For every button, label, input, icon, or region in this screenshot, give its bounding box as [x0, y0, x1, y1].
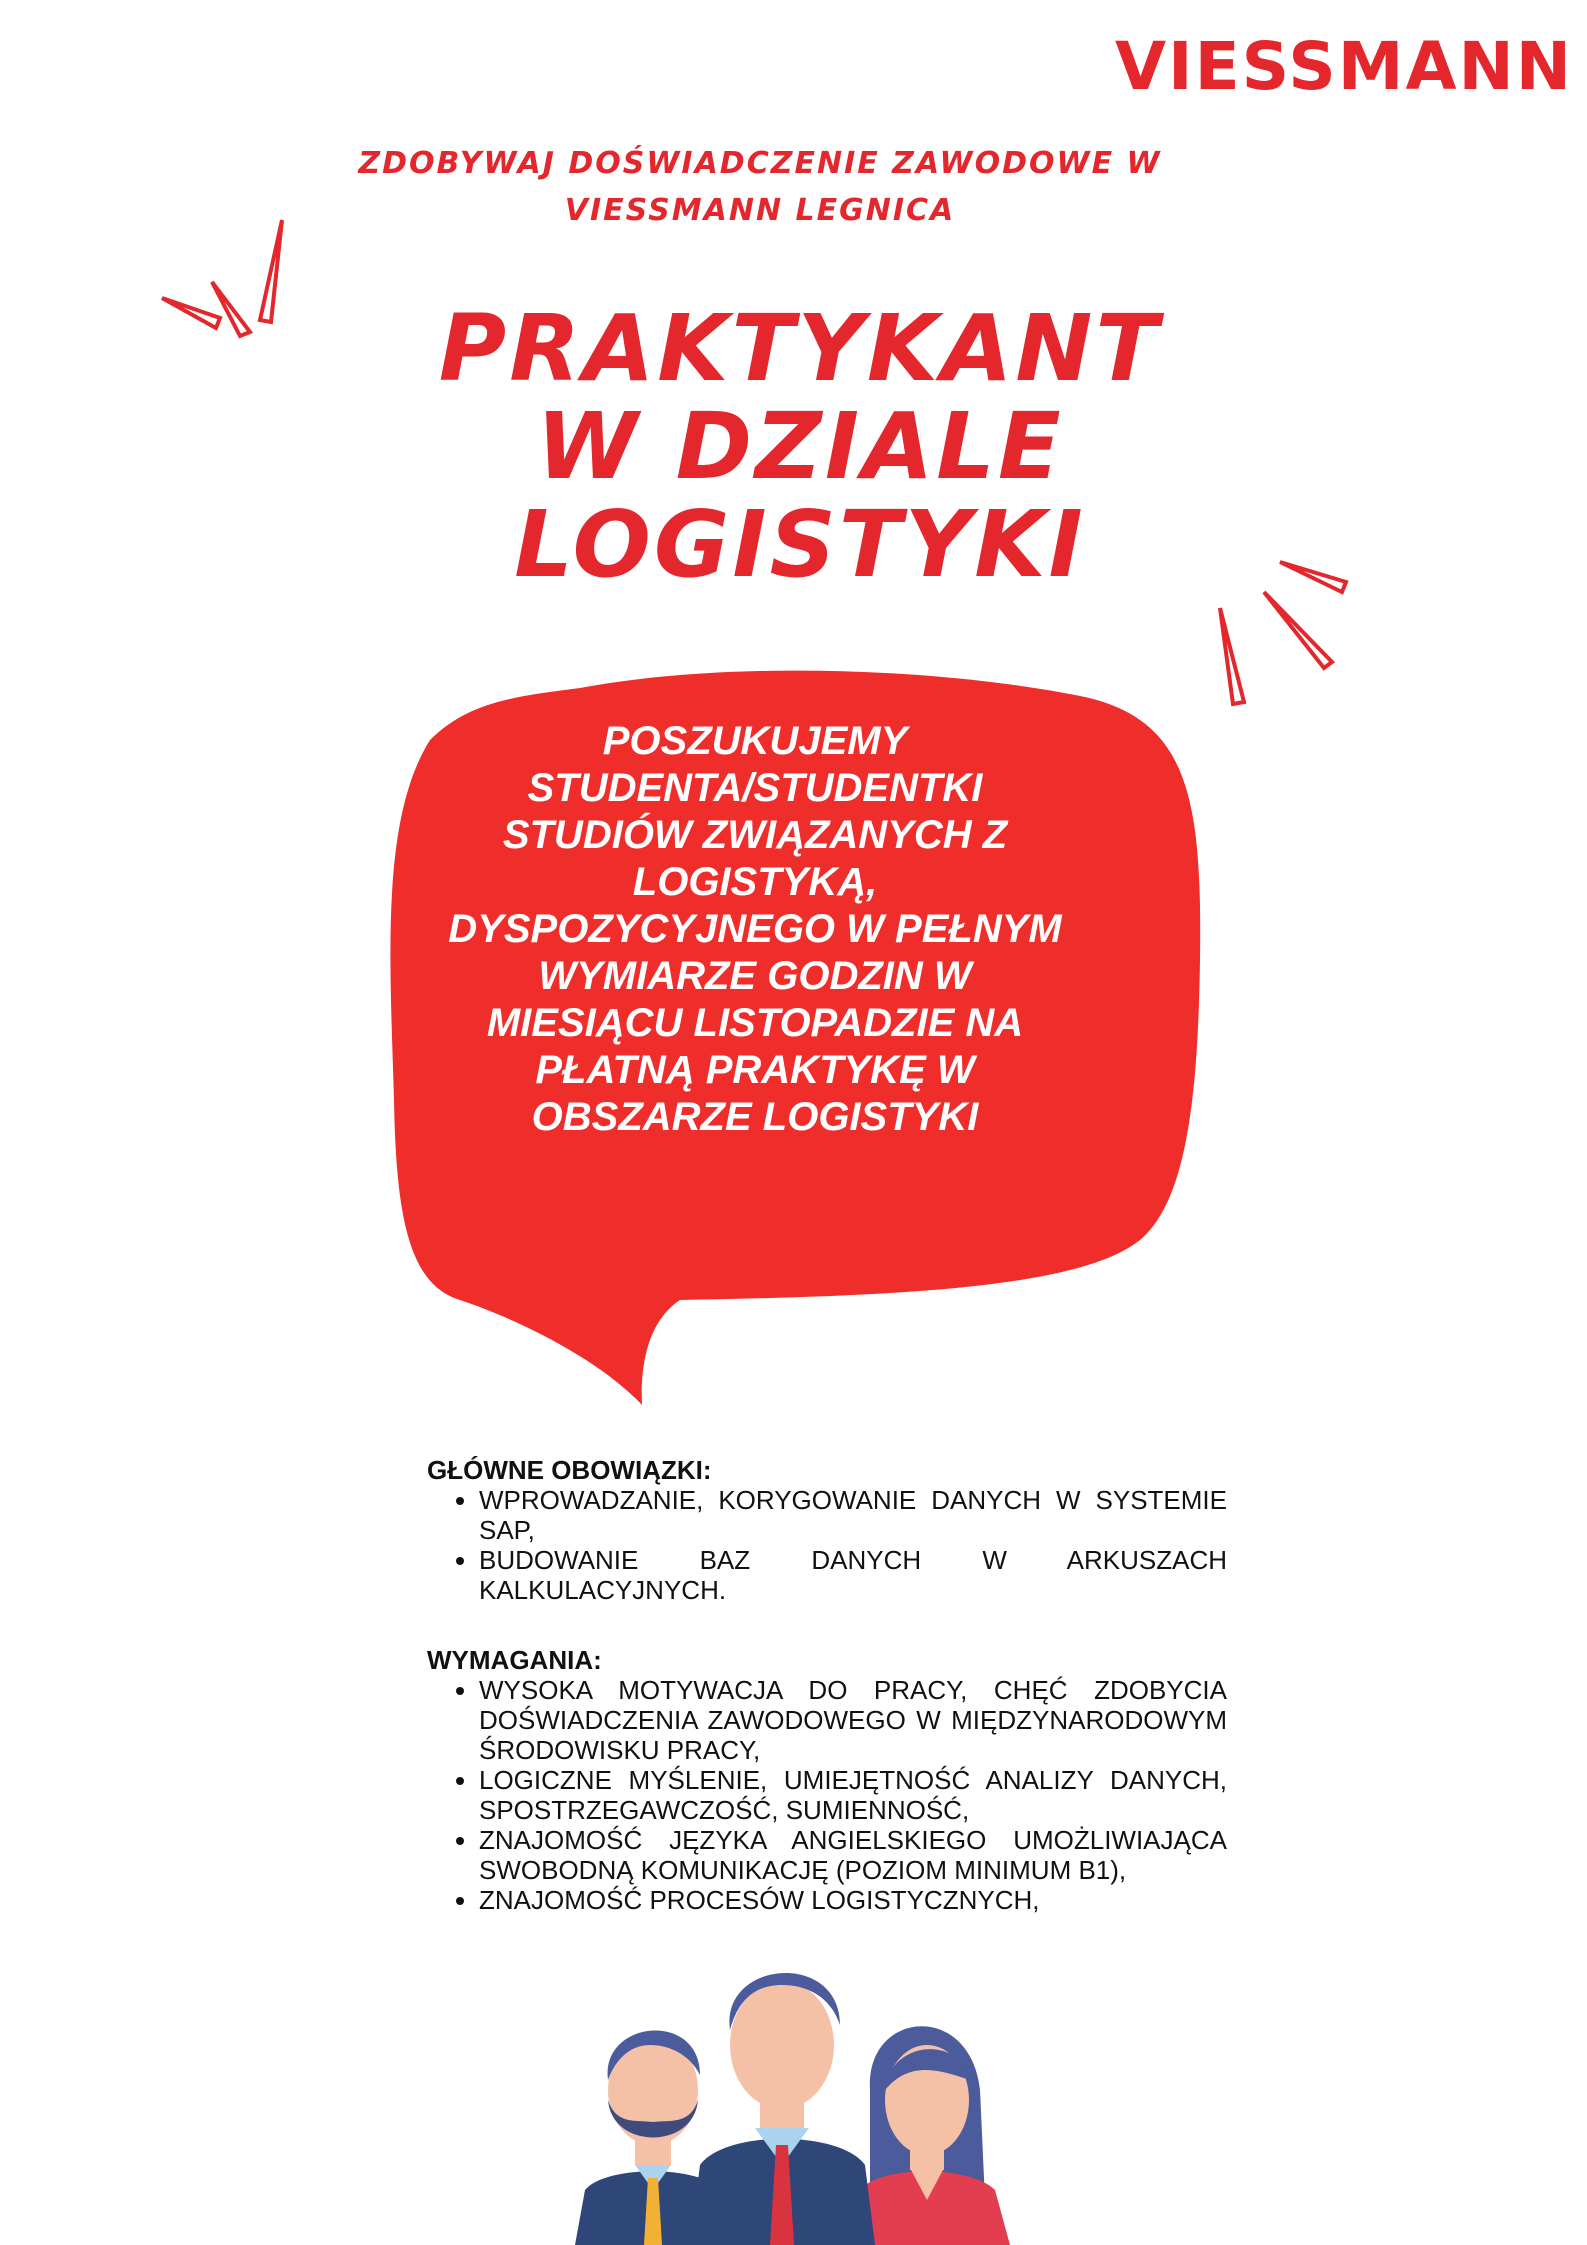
viessmann-logo: VIESSMANN [1114, 28, 1573, 105]
bubble-line-7: MIESIĄCU LISTOPADZIE NA [486, 1001, 1024, 1045]
people-illustration-icon [550, 1950, 1050, 2245]
duties-heading: GŁÓWNE OBOWIĄZKI: [427, 1455, 712, 1485]
decorative-spikes-right-icon [1200, 550, 1380, 710]
bubble-line-3: STUDIÓW ZWIĄZANYCH Z [502, 813, 1008, 857]
bubble-line-2: STUDENTA/STUDENTKI [527, 766, 983, 810]
duty-item: • WPROWADZANIE, KORYGOWANIE DANYCH W SYSTEMIE SAP, [479, 1485, 1227, 1545]
job-details [427, 1455, 1227, 1915]
bubble-text [430, 718, 1080, 1141]
bubble-line-8: PŁATNĄ PRAKTYKĘ W [535, 1048, 975, 1092]
tagline [330, 140, 1190, 234]
title-line-2: W DZIALE [536, 393, 1064, 500]
requirement-item: • WYSOKA MOTYWACJA DO PRACY, CHĘĆ ZDOBYCIA DOŚWIADCZENIA ZAWODOWEGO W MIĘDZYNARODOWYM ŚRODOWISKU PRACY, [479, 1675, 1227, 1765]
title-line-3: LOGISTYKI [514, 491, 1086, 598]
bubble-line-4: LOGISTYKĄ, [632, 860, 878, 904]
bubble-line-9: OBSZARZE LOGISTYKI [531, 1095, 979, 1139]
duty-item: • BUDOWANIE BAZ DANYCH W ARKUSZACH KALKULACYJNYCH. [479, 1545, 1227, 1605]
requirements-list [427, 1675, 1227, 1915]
tagline-line-1: ZDOBYWAJ DOŚWIADCZENIE ZAWODOWE W [358, 146, 1162, 181]
requirement-item: • ZNAJOMOŚĆ PROCESÓW LOGISTYCZNYCH, [479, 1885, 1227, 1915]
page-title [280, 295, 1320, 598]
bubble-line-6: WYMIARZE GODZIN W [538, 954, 972, 998]
requirements-heading: WYMAGANIA: [427, 1645, 602, 1675]
bubble-line-5: DYSPOZYCYJNEGO W PEŁNYM [448, 907, 1062, 951]
requirement-item: • ZNAJOMOŚĆ JĘZYKA ANGIELSKIEGO UMOŻLIWIAJĄCA SWOBODNĄ KOMUNIKACJĘ (POZIOM MINIMUM B1), [479, 1825, 1227, 1885]
tagline-line-2: VIESSMANN LEGNICA [564, 193, 956, 228]
bubble-line-1: POSZUKUJEMY [602, 719, 908, 763]
duties-list [427, 1485, 1227, 1605]
requirement-item: • LOGICZNE MYŚLENIE, UMIEJĘTNOŚĆ ANALIZY DANYCH, SPOSTRZEGAWCZOŚĆ, SUMIENNOŚĆ, [479, 1765, 1227, 1825]
title-line-1: PRAKTYKANT [438, 295, 1162, 402]
